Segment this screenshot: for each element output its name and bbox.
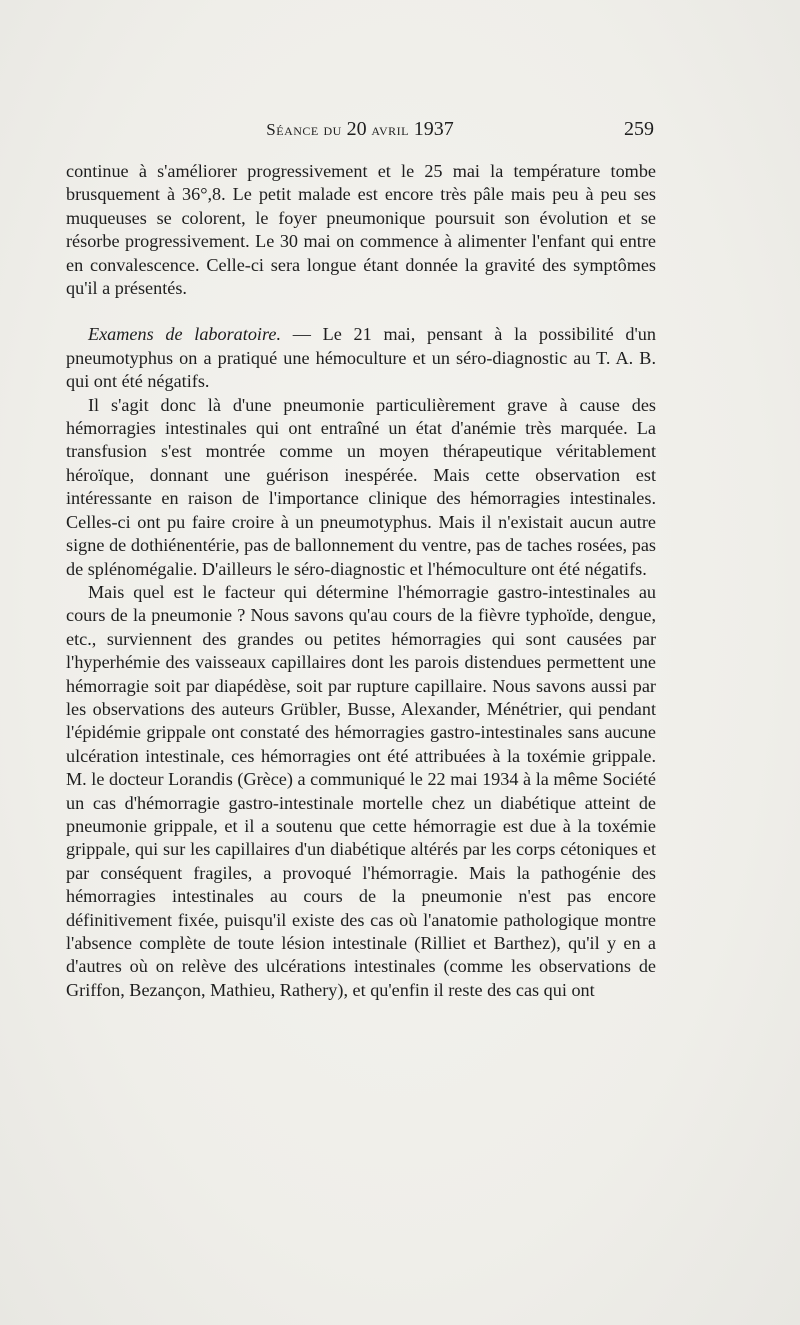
body-text	[66, 160, 656, 1002]
page-header	[66, 118, 654, 148]
running-title-year: 1937	[413, 118, 454, 140]
running-title-prefix: Séance du	[266, 120, 342, 139]
paragraph-laboratory-exams	[66, 323, 656, 393]
laboratory-exams-text: — Le 21 mai, pensant à la possibilité d'un pneumotyphus on a pratiqué une hémoculture et un séro-diagnostic au T. A. B. qui ont été négatifs.	[66, 324, 656, 392]
running-title	[66, 118, 654, 141]
paragraph-discussion: Il s'agit donc là d'une pneumonie particulièrement grave à cause des hémorragies intestinales qui ont entraîné un état d'anémie très marquée. La transfusion s'est montrée comme un moyen thérapeutique véritablement héroïque, donnant une guérison inespérée. Mais cette observation est intéressante en raison de l'importance clinique des hémorragies intestinales. Celles-ci ont pu faire croire à un pneumotyphus. Mais il n'existait aucun autre signe de dothiénentérie, pas de ballonnement du ventre, pas de taches rosées, pas de splénomégalie. D'ailleurs le séro-diagnostic et l'hémoculture ont été négatifs.	[66, 394, 656, 579]
laboratory-exams-heading: Examens de laboratoire.	[88, 324, 281, 345]
running-title-day: 20	[346, 118, 367, 140]
paragraph-continuation: continue à s'améliorer progressivement et le 25 mai la température tombe brusquement à 36°,8. Le petit malade est encore très pâle mais peu à peu ses muqueuses se colorent, le foyer pneumonique poursuit son évolution et se résorbe progressivement. Le 30 mai on commence à alimenter l'enfant qui entre en convalescence. Celle-ci sera longue étant donnée la gravité des symptômes qu'il a présentés.	[66, 161, 656, 299]
page-number: 259	[624, 118, 654, 140]
running-title-month: avril	[371, 120, 409, 139]
paragraph-pathogenesis: Mais quel est le facteur qui détermine l'hémorragie gastro-intestinales au cours de la pneumonie ? Nous savons qu'au cours de la fièvre typhoïde, dengue, etc., surviennent des grandes ou petites hémorragies qui sont causées par l'hyperhémie des vaisseaux capillaires dont les parois distendues permettent une hémorragie soit par diapédèse, soit par rupture capillaire. Nous savons aussi par les observations des auteurs Grübler, Busse, Alexander, Ménétrier, qui pendant l'épidémie grippale ont constaté des hémorragies gastro-intestinales sans aucune ulcération intestinale, ces hémorragies ont été attribuées à la toxémie grippale. M. le docteur Lorandis (Grèce) a communiqué le 22 mai 1934 à la même Société un cas d'hémorragie gastro-intestinale mortelle chez un diabétique atteint de pneumonie grippale, et il a soutenu que cette hémorragie est due à la toxémie grippale, qui sur les capillaires d'un diabétique altérés par les corps cétoniques et par conséquent fragiles, a provoqué l'hémorragie. Mais la pathogénie des hémorragies intestinales au cours de la pneumonie n'est pas encore définitivement fixée, puisqu'il existe des cas où l'anatomie pathologique montre l'absence complète de toute lésion intestinale (Rilliet et Barthez), qu'il y en a d'autres où on relève des ulcérations intestinales (comme les observations de Griffon, Bezançon, Mathieu, Rathery), et qu'enfin il reste des cas qui ont	[66, 581, 656, 1000]
